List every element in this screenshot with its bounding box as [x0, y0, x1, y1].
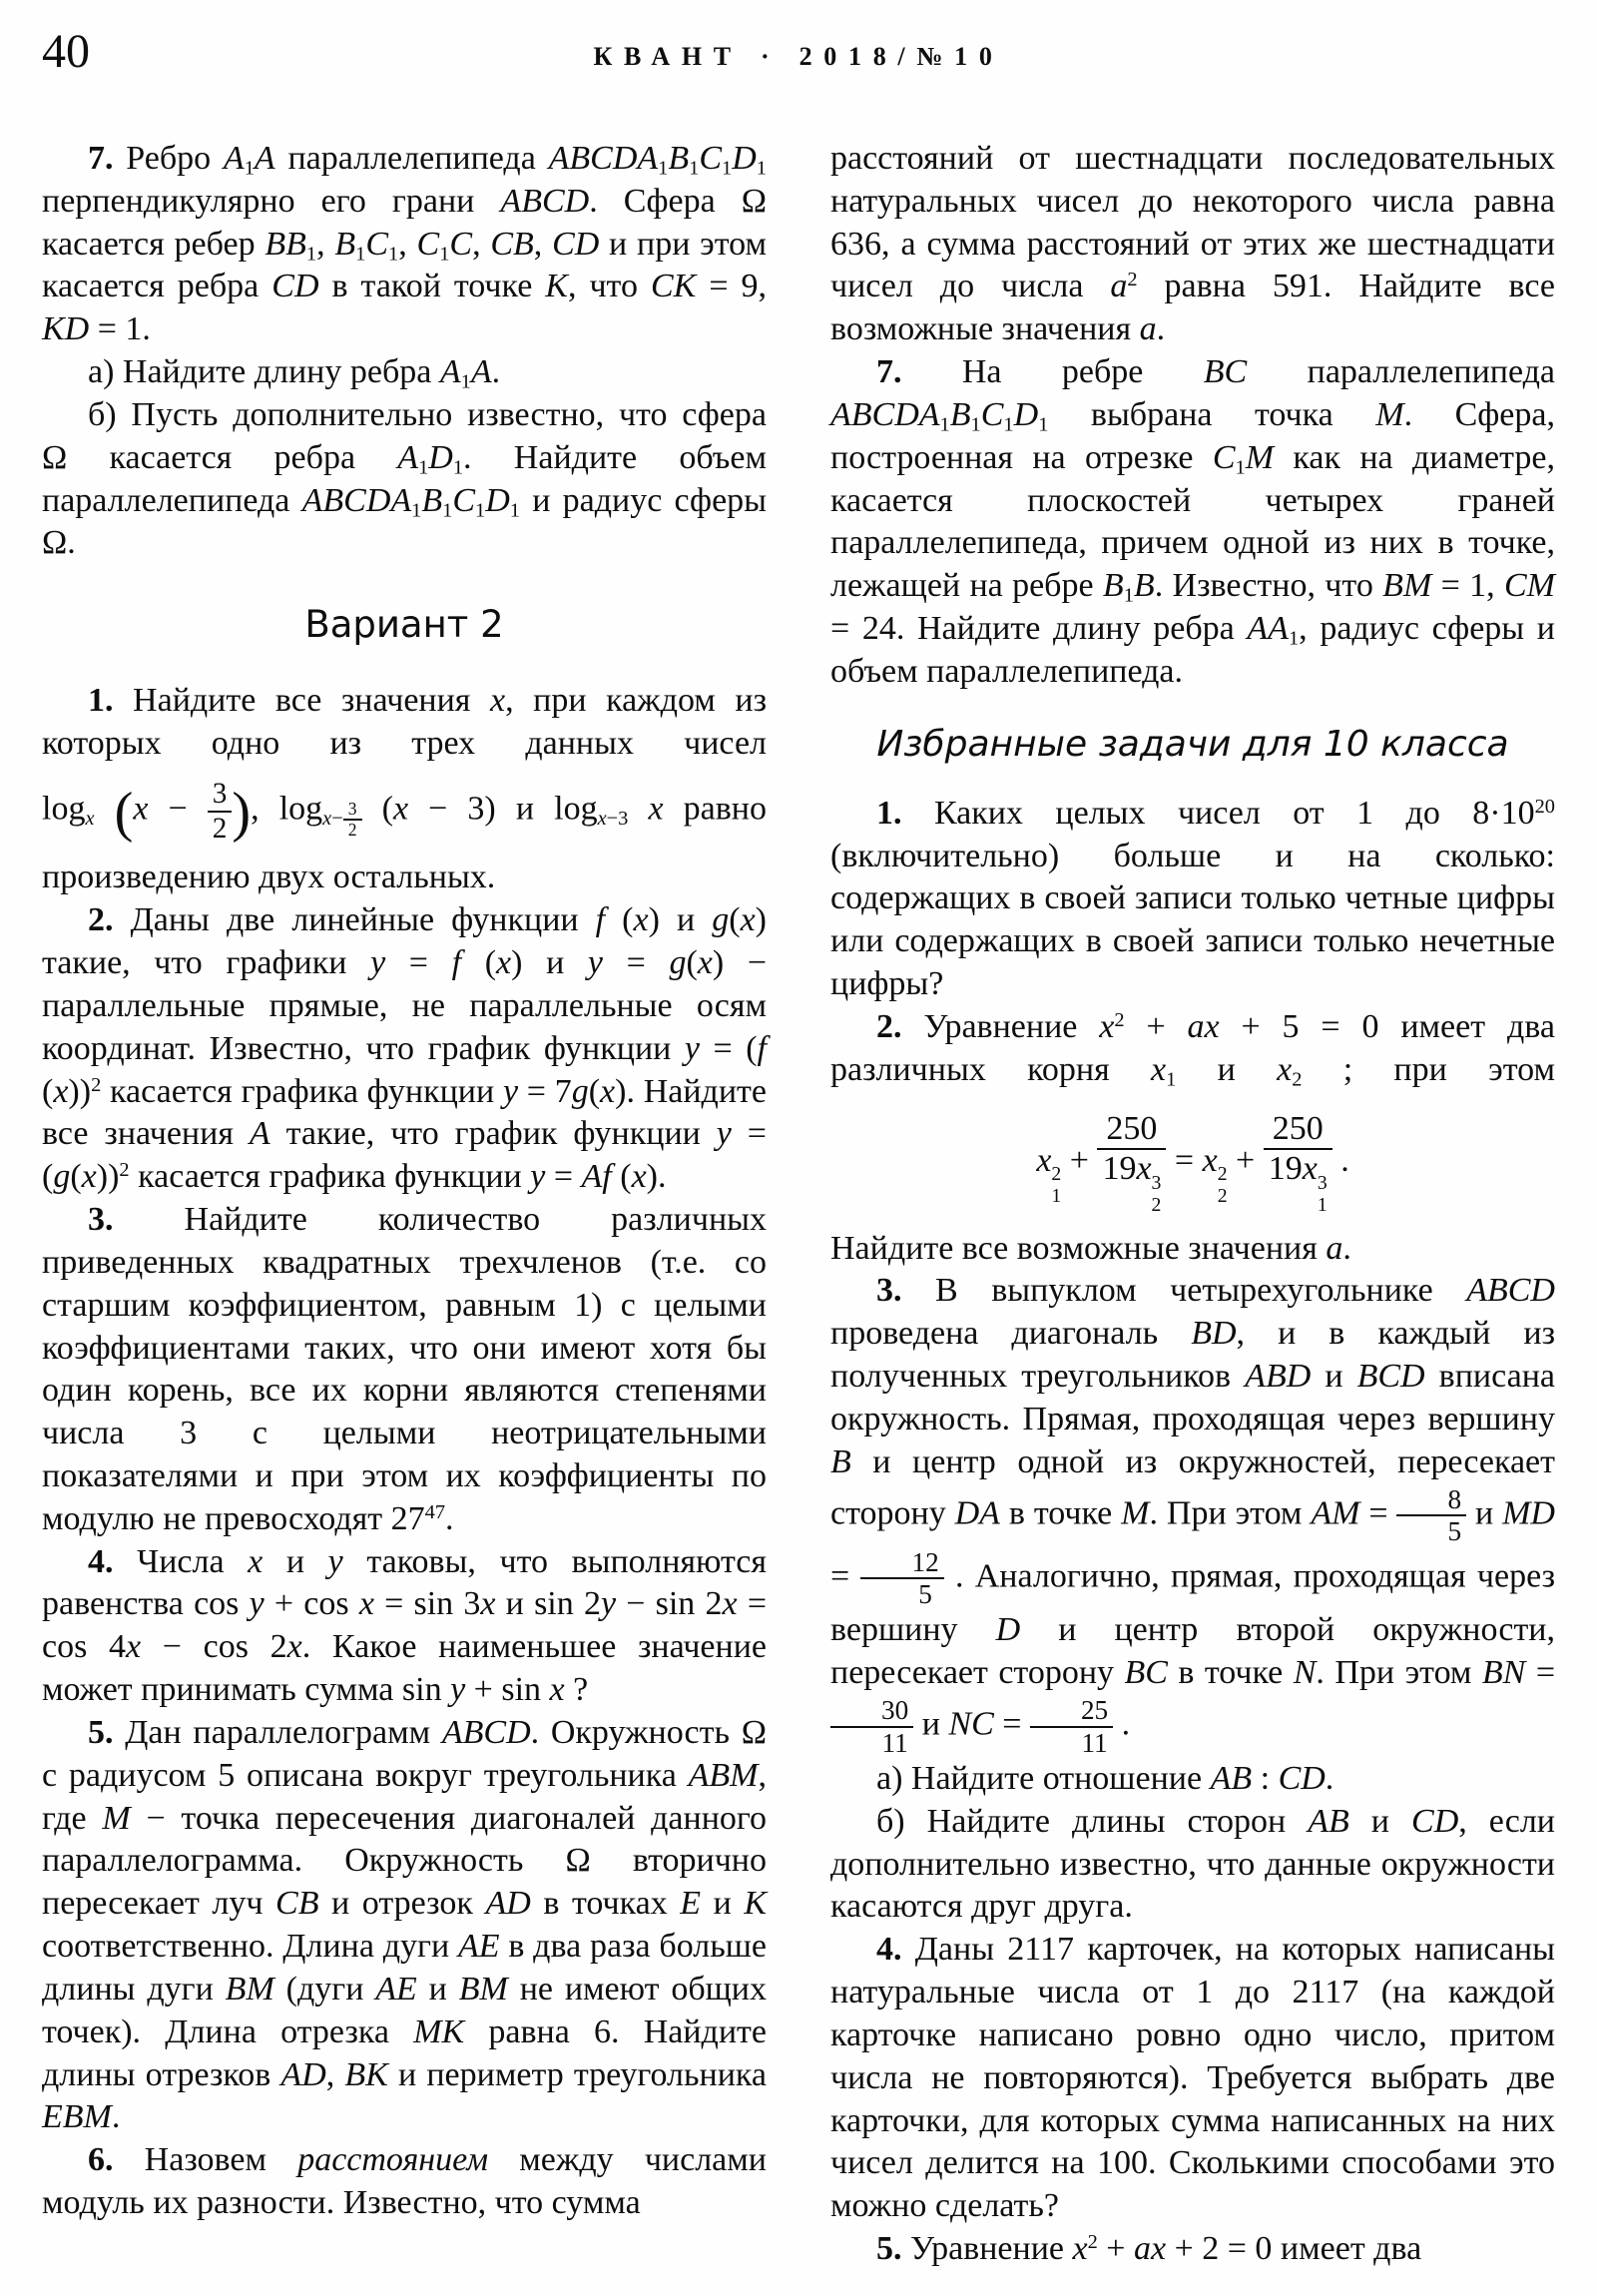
- variant2-problem-3: 3. Найдите количество различных приведенных квадратных трехчленов (т.е. со старшим коэффициентом, равным 1) с целыми коэффициентами таких, что они имеют хотя бы один корень, все их корни являются степенями числа 3 с целыми неотрицательными показателями и при этом их коэффициенты по модулю не превосходят $27^{47}$.: [42, 1201, 767, 1537]
- variant2-problem-6-start: 6. Назовем расстоянием между числами модуль их разности. Известно, что сумма: [42, 2141, 767, 2222]
- problem-7-part-b: б) Пусть дополнительно известно, что сфера Ω касается ребра $A_1D_1$. Найдите объем параллелепипеда $ABCDA_1B_1C_1D_1$ и радиус сферы Ω.: [42, 395, 767, 562]
- variant2-problem-1-end: произведению двух остальных.: [42, 859, 496, 896]
- grade10-problem-3-part-a: а) Найдите отношение AB : CD.: [876, 1760, 1334, 1797]
- selected-problems-grade10-heading: Избранные задачи для 10 класса: [876, 723, 1509, 765]
- variant2-problem-7: 7. На ребре BC параллелепипеда $ABCDA_1B_1C_1D_1$ выбрана точка M. Сфера, построенная на отрезке $C_1M$ как на диаметре, касается плоскостей четырех граней параллелепипеда, причем одной из них в точке, лежащей на ребре $B_1B$. Известно, что BM = 1, CM = 24. Найдите длину ребра $AA_1$, радиус сферы и объем параллелепипеда.: [830, 353, 1555, 690]
- variant2-problem-1-intro: 1. Найдите все значения x, при каждом из которых одно из трех данных чисел: [42, 682, 767, 763]
- variant2-problem-1-log-formula: $\log_x (x$ − $\frac{3}{2}$ ), $\log_{x- \frac{3}{2}}$ (x − 3) и $\log_{x-3} x$ равно: [42, 777, 768, 845]
- variant2-problem-5: 5. Дан параллелограмм ABCD. Окружность Ω с радиусом 5 описана вокруг треугольника ABM, где M − точка пересечения диагоналей данного параллелограмма. Окружность Ω вторично пересекает луч CB и отрезок AD в точках E и K соответственно. Длина дуги AE в два раза больше длины дуги BM (дуги AE и BM не имеют общих точек). Длина отрезка MK равна 6. Найдите длины отрезков AD, BK и периметр треугольника EBM.: [42, 1713, 768, 2136]
- grade10-problem-3-part-b: б) Найдите длины сторон AB и CD, если дополнительно известно, что данные окружности касаются друг друга.: [830, 1802, 1555, 1926]
- grade10-problem-1: 1. Каких целых чисел от 1 до $8\cdot 10^{20}$ (включительно) больше и на сколько: содержащих в своей записи только четные цифры или содержащих в своей записи только нечетные цифры?: [830, 794, 1555, 1003]
- variant2-problem-2: 2. Даны две линейные функции f (x) и g(x) такие, что графики y = f (x) и y = g(x) − параллельные прямые, не параллельные осям координат. Известно, что график функции y = (f (x))$^2$ касается графика функции y = 7g(x). Найдите все значения A такие, что график функции $y = (g(x))^2$ касается графика функции y = Af (x).: [42, 901, 768, 1196]
- left-column: [42, 138, 767, 2271]
- grade10-problem-2-end: Найдите все возможные значения a.: [830, 1229, 1351, 1267]
- variant2-problem-4: 4. Числа x и y таковы, что выполняются равенства cos y + cos x = sin 3x и sin 2y − sin 2x = cos 4x − cos 2x. Какое наименьшее значение может принимать сумма sin y + sin x ?: [42, 1542, 768, 1709]
- problem-7-part-a: а) Найдите длину ребра $A_1A$.: [88, 353, 501, 393]
- two-column-layout: [42, 138, 1555, 2271]
- grade10-problem-3: 3. В выпуклом четырехугольнике ABCD проведена диагональ BD, и в каждый из полученных треугольников ABD и BCD вписана окружность. Прямая, проходящая через вершину B и центр одной из окружностей, пересекает сторону DA в точке M. При этом AM = $\frac{8}{5}$ и MD = $\frac{12}{5}$ . Аналогично, прямая, проходящая через вершину D и центр второй окружности, пересекает сторону BC в точке N. При этом BN = $\frac{30}{11}$ и NC = $\frac{25}{11}$ .: [830, 1272, 1556, 1758]
- running-head: КВАНТ · 2018/№10: [593, 42, 1004, 71]
- variant2-problem-6-continuation: расстояний от шестнадцати последовательных натуральных чисел до некоторого числа равна 636, а сумма расстояний от этих же шестнадцати чисел до числа $a^2$ равна 591. Найдите все возможные значения a.: [830, 140, 1555, 348]
- page-header: [42, 26, 1555, 96]
- right-column: [830, 138, 1555, 2271]
- problem-7-statement: 7. Ребро $A_1A$ параллелепипеда $ABCDA_1B_1C_1D_1$ перпендикулярно его грани ABCD. Сфера Ω касается ребер $BB_1$, $B_1C_1$, $C_1C$, CB, CD и при этом касается ребра CD в такой точке K, что CK = 9, KD = 1.: [42, 140, 768, 348]
- grade10-problem-2-intro: 2. Уравнение $x^2$ + ax + 5 = 0 имеет два различных корня $x_1$ и $x_2$ ; при этом: [830, 1007, 1555, 1091]
- variant-2-heading: Вариант 2: [304, 603, 504, 647]
- grade10-problem-5-start: 5. Уравнение $x^2$ + ax + 2 = 0 имеет два: [876, 2230, 1422, 2268]
- grade10-problem-2-equation: x 2 1 + 250 19x 3 2 = x 2 2 + 250 19x 3 1 .: [1036, 1109, 1349, 1216]
- page-number: 40: [42, 25, 90, 78]
- grade10-problem-4: 4. Даны 2117 карточек, на которых написаны натуральные числа от 1 до 2117 (на каждой карточке написано ровно одно число, притом числа не повторяются). Требуется выбрать две карточки, для которых сумма написанных на них чисел делится на 100. Сколькими способами это можно сделать?: [830, 1931, 1555, 2225]
